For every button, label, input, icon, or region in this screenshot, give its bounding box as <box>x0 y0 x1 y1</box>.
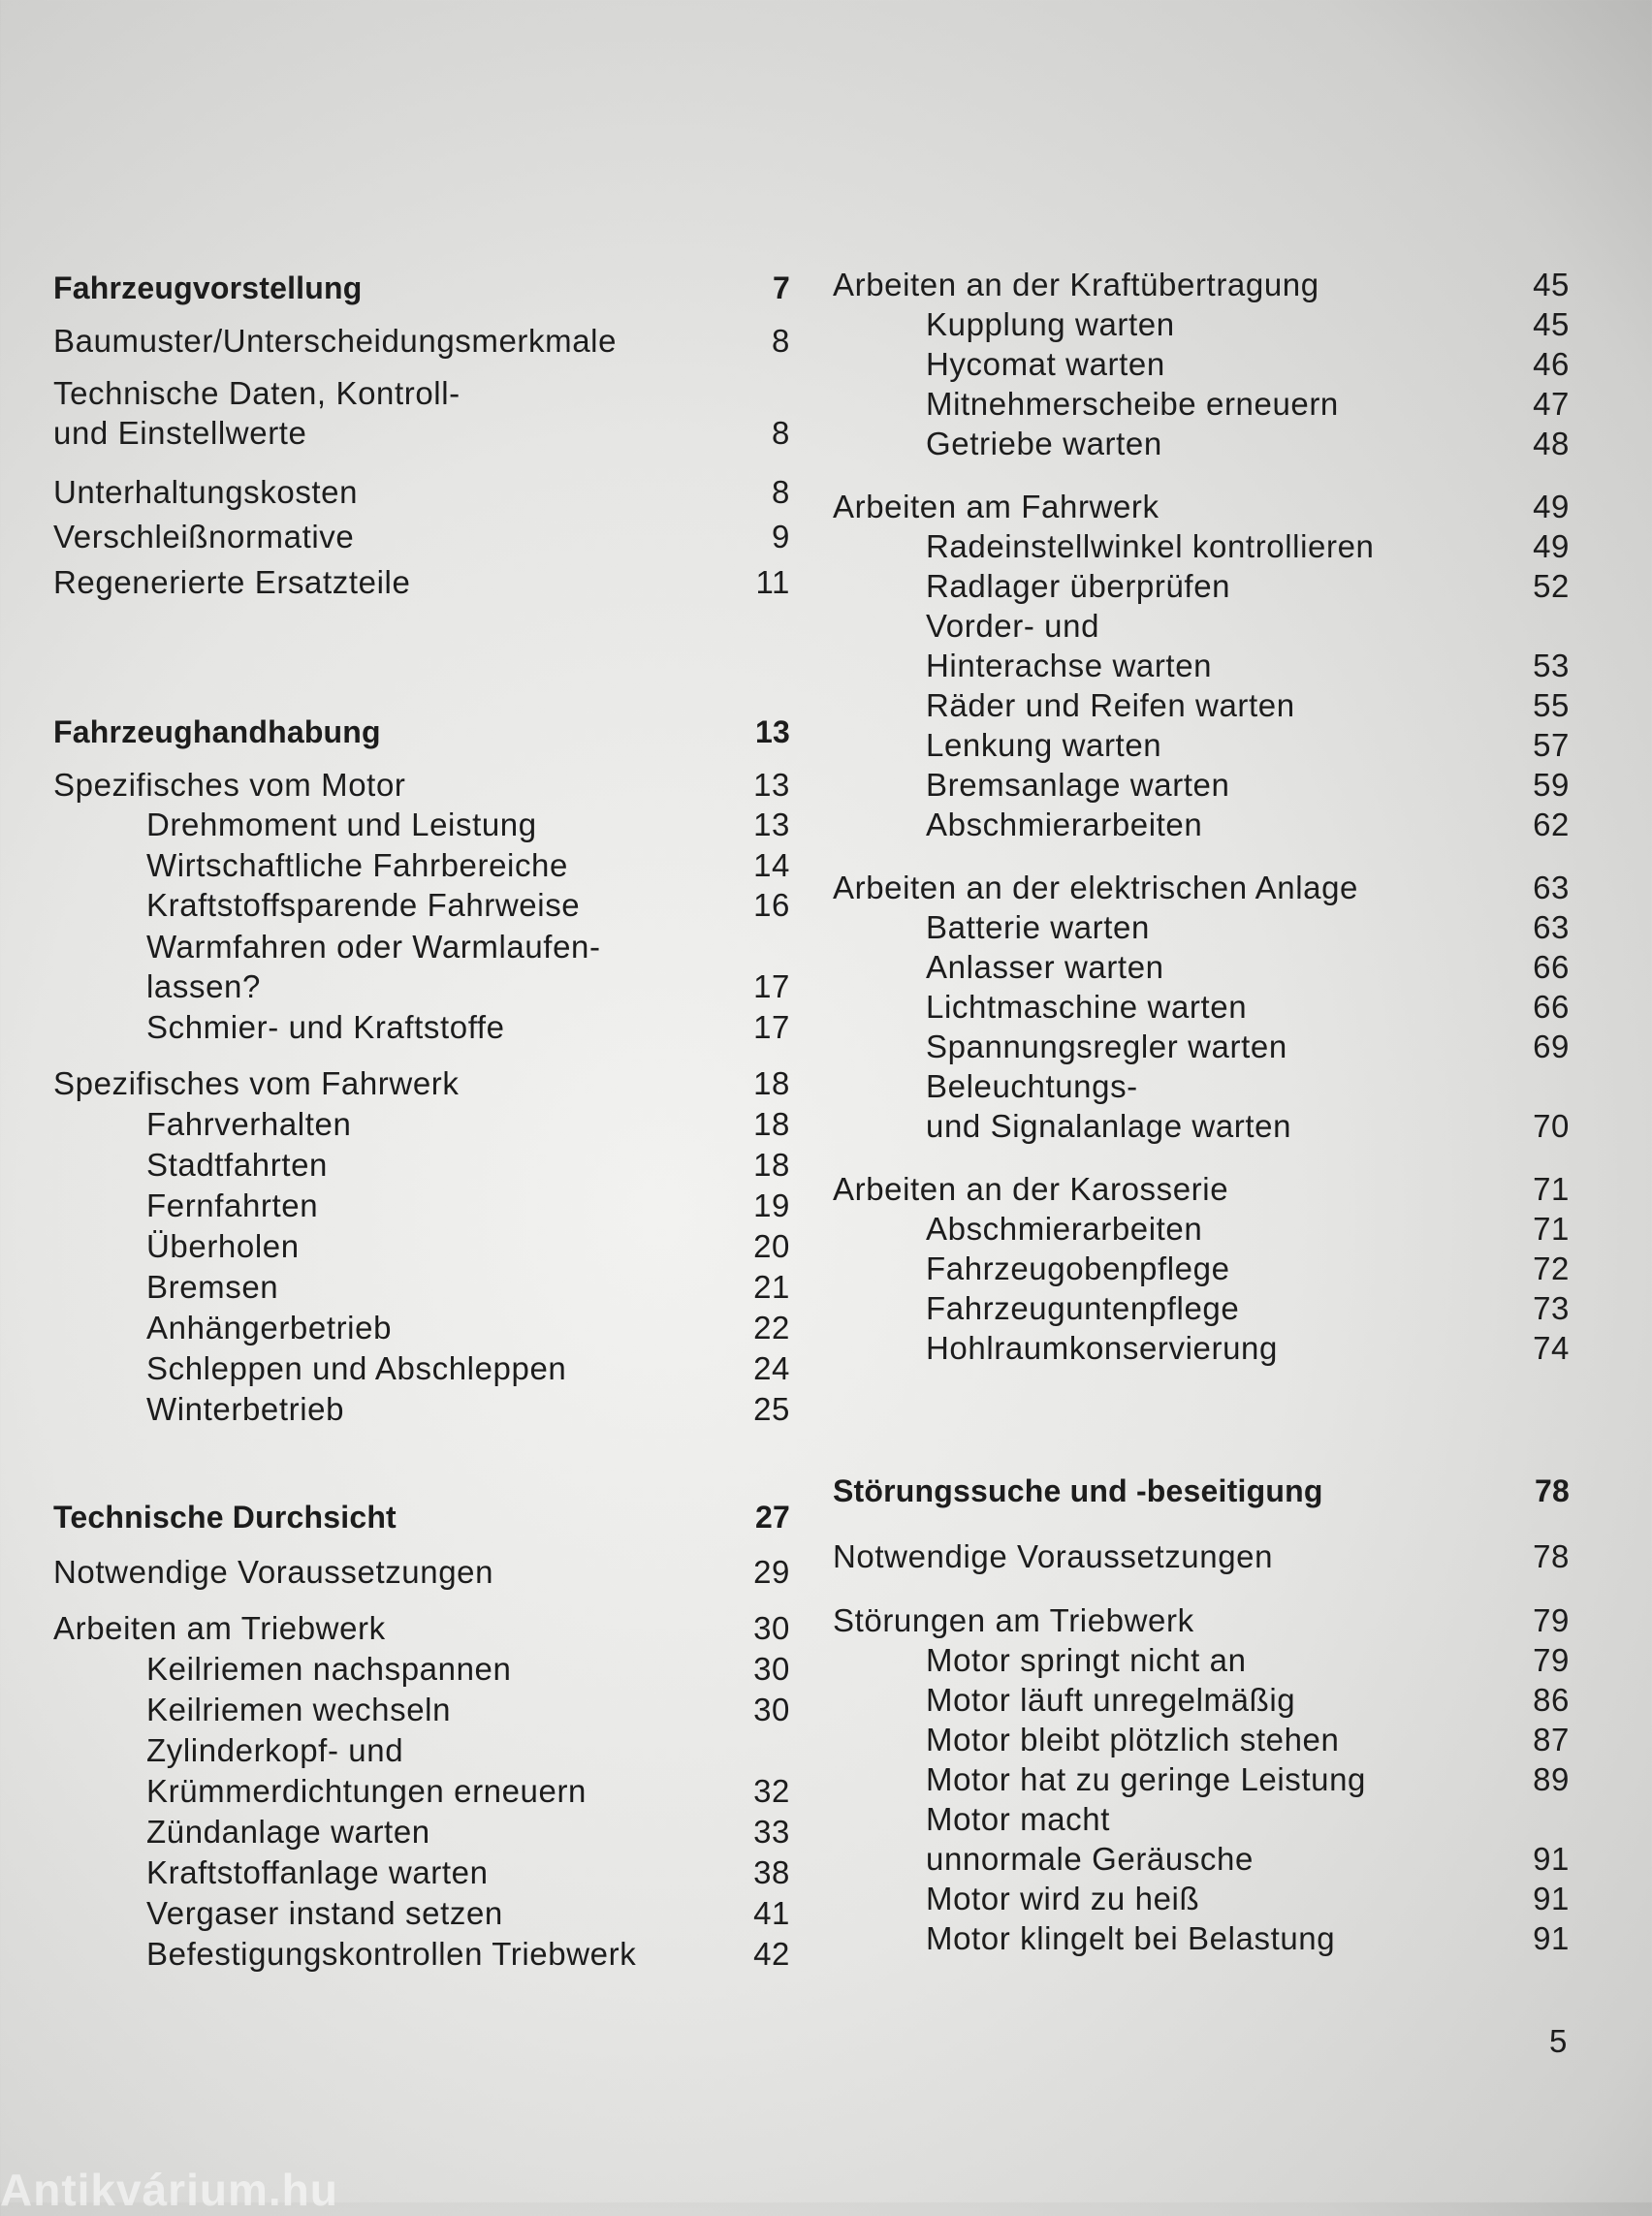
toc-subentry <box>833 605 1570 648</box>
toc-entry-title: Getriebe warten <box>926 426 1162 461</box>
toc-page-number: 47 <box>1533 386 1570 422</box>
toc-subentry <box>53 884 790 927</box>
toc-subentry <box>833 1679 1570 1722</box>
toc-page-number: 79 <box>1533 1642 1570 1678</box>
toc-page-number: 18 <box>753 1065 790 1101</box>
toc-entry-title: Hycomat warten <box>926 346 1165 382</box>
toc-page-number: 14 <box>753 847 790 883</box>
toc-subentry <box>833 1208 1570 1250</box>
toc-page-number: 17 <box>753 1009 790 1045</box>
toc-page-number: 30 <box>753 1651 790 1687</box>
toc-page-number: 32 <box>753 1773 790 1809</box>
toc-entry-title: Hinterachse warten <box>926 648 1213 683</box>
toc-entry-title: Notwendige Voraussetzungen <box>53 1554 494 1590</box>
toc-entry-title: Warmfahren oder Warmlaufen- <box>146 929 601 965</box>
toc-entry-title: Räder und Reifen warten <box>926 687 1295 723</box>
toc-subentry <box>833 645 1570 687</box>
toc-page-number: 8 <box>772 474 790 510</box>
toc-page-number: 41 <box>753 1895 790 1931</box>
toc-page-number: 91 <box>1533 1841 1570 1877</box>
toc-page-number: 21 <box>753 1269 790 1305</box>
toc-subentry <box>53 1811 790 1853</box>
toc-entry-title: und Einstellwerte <box>53 415 307 451</box>
toc-page-number: 7 <box>773 270 790 305</box>
toc-page-number: 71 <box>1533 1211 1570 1247</box>
toc-subentry <box>833 423 1570 465</box>
toc-page-number: 73 <box>1533 1290 1570 1326</box>
toc-page-number: 86 <box>1533 1682 1570 1718</box>
toc-entry <box>53 561 790 604</box>
toc-entry-title: unnormale Geräusche <box>926 1841 1254 1877</box>
toc-entry-title: Vorder- und <box>926 608 1100 644</box>
toc-page-number: 78 <box>1535 1473 1570 1508</box>
toc-entry-title: Batterie warten <box>926 909 1150 945</box>
toc-entry-title: Schleppen und Abschleppen <box>146 1350 567 1386</box>
toc-entry-title: Bremsen <box>146 1269 279 1305</box>
toc-page-number: 24 <box>753 1350 790 1386</box>
toc-entry-title: Stadtfahrten <box>146 1147 328 1183</box>
toc-entry <box>53 1551 790 1594</box>
toc-entry-title: Zündanlage warten <box>146 1814 430 1850</box>
toc-subentry <box>53 1266 790 1309</box>
toc-page-number: 78 <box>1533 1538 1570 1574</box>
toc-subentry <box>53 1388 790 1431</box>
toc-page-number: 91 <box>1533 1881 1570 1916</box>
toc-entry-title: Fahrzeugvorstellung <box>53 270 363 305</box>
toc-entry <box>833 1168 1570 1211</box>
toc-page-number: 55 <box>1533 687 1570 723</box>
toc-subentry <box>53 1852 790 1894</box>
toc-page-number: 8 <box>772 415 790 451</box>
toc-entry-title: Technische Durchsicht <box>53 1500 397 1535</box>
toc-page-number: 57 <box>1533 727 1570 763</box>
toc-subentry <box>53 1185 790 1227</box>
toc-entry-title: Drehmoment und Leistung <box>146 807 537 842</box>
toc-entry <box>53 372 790 415</box>
toc-entry-title: Motor wird zu heiß <box>926 1881 1200 1916</box>
toc-subentry <box>833 343 1570 386</box>
toc-subentry <box>833 1719 1570 1761</box>
toc-subentry <box>833 1327 1570 1370</box>
toc-page-number: 62 <box>1533 807 1570 842</box>
toc-entry-title: Motor springt nicht an <box>926 1642 1247 1678</box>
toc-entry <box>53 1062 790 1105</box>
toc-subentry <box>833 525 1570 568</box>
toc-subentry <box>53 1689 790 1731</box>
toc-page-number: 89 <box>1533 1761 1570 1797</box>
toc-entry-title: Wirtschaftliche Fahrbereiche <box>146 847 568 883</box>
toc-entry <box>53 1607 790 1650</box>
toc-entry-title: Fahrzeuguntenpflege <box>926 1290 1240 1326</box>
toc-entry <box>53 471 790 514</box>
toc-entry-title: Lenkung warten <box>926 727 1162 763</box>
toc-entry-title: Unterhaltungskosten <box>53 474 359 510</box>
toc-page-number: 59 <box>1533 767 1570 803</box>
toc-entry-title: Verschleißnormative <box>53 519 355 554</box>
toc-page-number: 72 <box>1533 1250 1570 1286</box>
toc-subentry <box>53 1225 790 1268</box>
toc-entry-title: Zylinderkopf- und <box>146 1732 404 1768</box>
toc-subentry <box>833 724 1570 767</box>
toc-page-number: 33 <box>753 1814 790 1850</box>
toc-page-number: 63 <box>1533 870 1570 905</box>
toc-page-number: 20 <box>753 1228 790 1264</box>
toc-entry-title: Kraftstoffanlage warten <box>146 1854 489 1890</box>
toc-entry <box>53 516 790 558</box>
toc-subentry <box>53 1144 790 1187</box>
toc-subentry <box>833 1248 1570 1290</box>
toc-page-number: 66 <box>1533 949 1570 985</box>
toc-page-number: 13 <box>753 767 790 803</box>
toc-subentry <box>833 1105 1570 1148</box>
toc-page-number: 48 <box>1533 426 1570 461</box>
toc-entry-title: Anhängerbetrieb <box>146 1310 393 1345</box>
toc-entry-title: Motor läuft unregelmäßig <box>926 1682 1296 1718</box>
toc-subentry <box>53 966 790 1008</box>
toc-page-number: 79 <box>1533 1602 1570 1638</box>
toc-entry-title: und Signalanlage warten <box>926 1108 1292 1144</box>
toc-entry-title: Kupplung warten <box>926 306 1175 342</box>
toc-entry-title: Arbeiten am Fahrwerk <box>833 489 1160 524</box>
toc-subentry <box>53 1103 790 1146</box>
toc-entry-title: Überholen <box>146 1228 300 1264</box>
toc-subentry <box>53 1729 790 1772</box>
toc-subentry <box>53 926 790 968</box>
toc-entry-title: Motor bleibt plötzlich stehen <box>926 1722 1340 1757</box>
toc-entry <box>833 486 1570 528</box>
toc-page-number: 8 <box>772 323 790 359</box>
toc-entry-title: lassen? <box>146 968 261 1004</box>
toc-entry <box>53 764 790 807</box>
toc-subentry <box>833 764 1570 807</box>
toc-subentry <box>833 1639 1570 1682</box>
toc-entry-title: Schmier- und Kraftstoffe <box>146 1009 505 1045</box>
toc-subentry <box>833 303 1570 346</box>
toc-page-number: 17 <box>753 968 790 1004</box>
toc-entry-title: Fahrverhalten <box>146 1106 352 1142</box>
toc-page-number: 45 <box>1533 306 1570 342</box>
toc-entry-title: Hohlraumkonservierung <box>926 1330 1278 1366</box>
toc-entry-title: Anlasser warten <box>926 949 1164 985</box>
toc-page-number: 18 <box>753 1106 790 1142</box>
toc-page-number: 29 <box>753 1554 790 1590</box>
toc-page-number: 9 <box>772 519 790 554</box>
toc-page-number: 11 <box>755 564 790 600</box>
toc-section-heading <box>53 1496 790 1538</box>
toc-entry-title: Notwendige Voraussetzungen <box>833 1538 1274 1574</box>
toc-page-number: 45 <box>1533 267 1570 302</box>
toc-entry <box>833 1599 1570 1642</box>
toc-entry <box>53 412 790 455</box>
toc-page-number: 25 <box>753 1391 790 1427</box>
toc-subentry <box>53 1648 790 1691</box>
toc-subentry <box>833 1878 1570 1920</box>
toc-page-number: 91 <box>1533 1920 1570 1956</box>
toc-page-number: 13 <box>755 714 790 749</box>
toc-page-number: 53 <box>1533 648 1570 683</box>
toc-entry-title: Motor klingelt bei Belastung <box>926 1920 1336 1956</box>
toc-subentry <box>833 1917 1570 1960</box>
toc-entry-title: Keilriemen nachspannen <box>146 1651 512 1687</box>
toc-page-number: 74 <box>1533 1330 1570 1366</box>
toc-subentry <box>53 844 790 887</box>
toc-entry-title: Störungssuche und -beseitigung <box>833 1473 1323 1508</box>
toc-page-number: 87 <box>1533 1722 1570 1757</box>
watermark: Antikvárium.hu <box>0 2165 338 2215</box>
toc-subentry <box>833 1065 1570 1108</box>
toc-section-heading <box>53 711 790 753</box>
toc-entry-title: Fernfahrten <box>146 1187 319 1223</box>
toc-entry-title: Beleuchtungs- <box>926 1068 1138 1104</box>
toc-subentry <box>53 804 790 846</box>
toc-entry-title: Arbeiten am Triebwerk <box>53 1610 386 1646</box>
toc-subentry <box>53 1933 790 1976</box>
toc-subentry <box>833 1798 1570 1841</box>
toc-entry-title: Fahrzeugobenpflege <box>926 1250 1230 1286</box>
toc-entry-title: Spezifisches vom Motor <box>53 767 406 803</box>
toc-subentry <box>833 1026 1570 1068</box>
toc-entry-title: Technische Daten, Kontroll- <box>53 375 461 411</box>
toc-subentry <box>53 1347 790 1390</box>
toc-page-number: 30 <box>753 1610 790 1646</box>
toc-entry-title: Kraftstoffsparende Fahrweise <box>146 887 581 923</box>
toc-entry <box>833 867 1570 909</box>
toc-entry-title: Baumuster/Unterscheidungsmerkmale <box>53 323 618 359</box>
toc-entry-title: Arbeiten an der Karosserie <box>833 1171 1229 1207</box>
toc-subentry <box>833 986 1570 1029</box>
toc-page-number: 42 <box>753 1936 790 1972</box>
toc-entry-title: Radeinstellwinkel kontrollieren <box>926 528 1375 564</box>
toc-page-number: 27 <box>755 1500 790 1535</box>
toc-subentry <box>833 1758 1570 1801</box>
toc-page-number: 19 <box>753 1187 790 1223</box>
toc-page-number: 63 <box>1533 909 1570 945</box>
toc-section-heading <box>53 267 790 309</box>
toc-page-number: 66 <box>1533 989 1570 1025</box>
toc-page-number: 38 <box>753 1854 790 1890</box>
toc-entry-title: Bremsanlage warten <box>926 767 1230 803</box>
toc-page-number: 71 <box>1533 1171 1570 1207</box>
toc-section-heading <box>833 1470 1570 1512</box>
toc-entry-title: Spezifisches vom Fahrwerk <box>53 1065 460 1101</box>
toc-entry-title: Regenerierte Ersatzteile <box>53 564 411 600</box>
toc-entry-title: Mitnehmerscheibe erneuern <box>926 386 1339 422</box>
toc-subentry <box>833 565 1570 608</box>
toc-page-number: 70 <box>1533 1108 1570 1144</box>
toc-entry-title: Arbeiten an der elektrischen Anlage <box>833 870 1359 905</box>
toc-subentry <box>833 684 1570 727</box>
toc-page-number: 52 <box>1533 568 1570 604</box>
toc-entry-title: Motor hat zu geringe Leistung <box>926 1761 1367 1797</box>
toc-subentry <box>53 1770 790 1813</box>
toc-entry <box>833 264 1570 306</box>
toc-entry-title: Radlager überprüfen <box>926 568 1231 604</box>
toc-page-number: 69 <box>1533 1029 1570 1064</box>
toc-subentry <box>833 946 1570 989</box>
toc-subentry <box>833 383 1570 426</box>
toc-entry-title: Abschmierarbeiten <box>926 807 1203 842</box>
toc-subentry <box>833 1838 1570 1881</box>
toc-entry <box>833 1535 1570 1578</box>
toc-page-number: 49 <box>1533 489 1570 524</box>
toc-page-number: 16 <box>753 887 790 923</box>
toc-subentry <box>53 1006 790 1049</box>
toc-entry-title: Krümmerdichtungen erneuern <box>146 1773 588 1809</box>
toc-entry-title: Winterbetrieb <box>146 1391 345 1427</box>
page-number: 5 <box>1549 2023 1568 2059</box>
toc-subentry <box>53 1307 790 1349</box>
toc-page-number: 18 <box>753 1147 790 1183</box>
toc-entry-title: Befestigungskontrollen Triebwerk <box>146 1936 637 1972</box>
toc-entry-title: Vergaser instand setzen <box>146 1895 503 1931</box>
toc-page-number: 22 <box>753 1310 790 1345</box>
toc-entry-title: Motor macht <box>926 1801 1110 1837</box>
toc-page-number: 49 <box>1533 528 1570 564</box>
toc-subentry <box>833 906 1570 949</box>
toc-subentry <box>833 1287 1570 1330</box>
toc-page-number: 13 <box>753 807 790 842</box>
toc-entry-title: Lichtmaschine warten <box>926 989 1248 1025</box>
toc-entry-title: Fahrzeughandhabung <box>53 714 381 749</box>
toc-page-number: 46 <box>1533 346 1570 382</box>
toc-subentry <box>53 1892 790 1935</box>
toc-entry-title: Spannungsregler warten <box>926 1029 1287 1064</box>
toc-page-number: 30 <box>753 1692 790 1727</box>
toc-entry-title: Störungen am Triebwerk <box>833 1602 1194 1638</box>
toc-subentry <box>833 804 1570 846</box>
toc-entry-title: Abschmierarbeiten <box>926 1211 1203 1247</box>
toc-entry <box>53 320 790 363</box>
toc-entry-title: Keilriemen wechseln <box>146 1692 452 1727</box>
toc-entry-title: Arbeiten an der Kraftübertragung <box>833 267 1319 302</box>
